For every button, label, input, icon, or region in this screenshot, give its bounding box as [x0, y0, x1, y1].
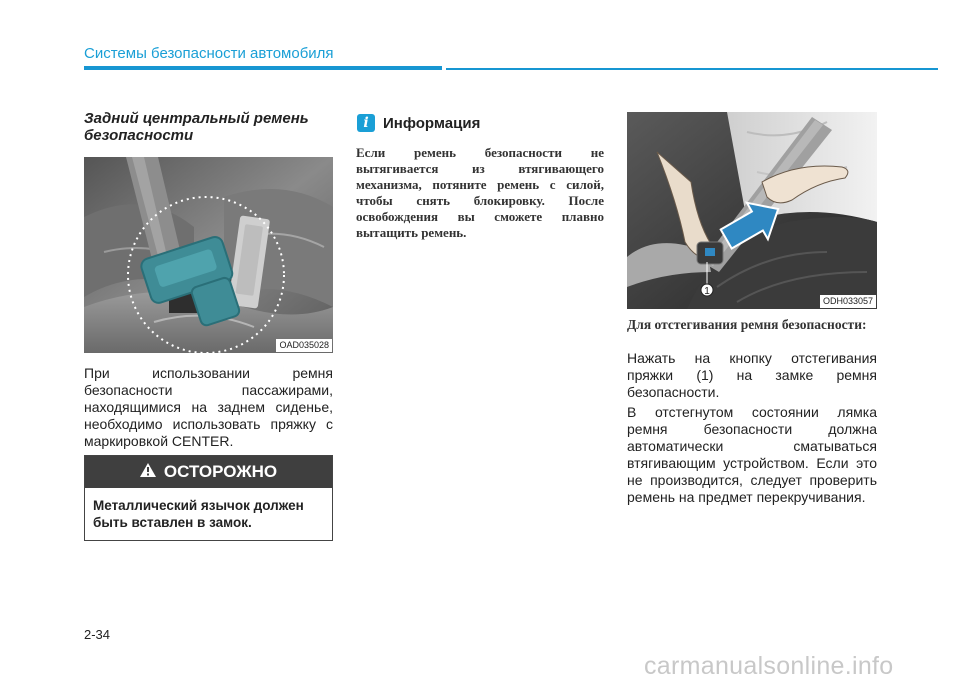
rear-center-buckle-photo — [84, 157, 333, 353]
center-belt-paragraph: При использовании ремня безопасности пассажирами, находящимися на заднем сиденье, необходимо использовать пряжку с маркировкой CENTER. — [84, 365, 333, 449]
warning-triangle-icon — [140, 462, 156, 482]
caution-text: Металлический язычок должен быть вставлен в замок. — [93, 498, 304, 530]
section-title: Системы безопасности автомобиля — [84, 45, 334, 62]
unbuckle-subheading: Для отстегивания ремня безопасности: — [627, 317, 867, 332]
info-icon: i — [357, 114, 375, 132]
info-title: Информация — [383, 114, 481, 132]
info-header — [357, 114, 480, 132]
rear-seat-illustration — [84, 157, 333, 353]
info-text: Если ремень безопасности не вытягивается из втягивающего механизма, потяните ремень с силой, чтобы снять блокировку. После освобождения вы сможете плавно вытащить ремень. — [356, 145, 604, 240]
caution-title: ОСТОРОЖНО — [163, 462, 278, 481]
watermark: carmanualsonline.info — [644, 652, 894, 680]
header-divider-thin — [446, 68, 938, 70]
photo-code: ODH033057 — [820, 295, 876, 308]
callout-number: 1 — [704, 286, 710, 297]
photo-code: OAD035028 — [276, 339, 332, 352]
unbuckle-illustration — [627, 112, 877, 309]
page-number: 2-34 — [84, 627, 111, 642]
unbuckle-step-1: Нажать на кнопку отстегивания пряжки (1) на замке ремня безопасности. — [627, 350, 877, 400]
caution-header — [85, 456, 332, 488]
caution-box — [84, 455, 333, 541]
rear-center-belt-heading: Задний центральный ремень безопасности — [84, 110, 309, 144]
header-divider-thick — [84, 66, 442, 70]
unbuckle-step-2: В отстегнутом состоянии лямка ремня безопасности должна автоматически сматываться втягивающим устройством. Если это не производится, следует проверить ремень на предмет перекручивания. — [627, 404, 877, 505]
unbuckle-photo — [627, 112, 877, 309]
